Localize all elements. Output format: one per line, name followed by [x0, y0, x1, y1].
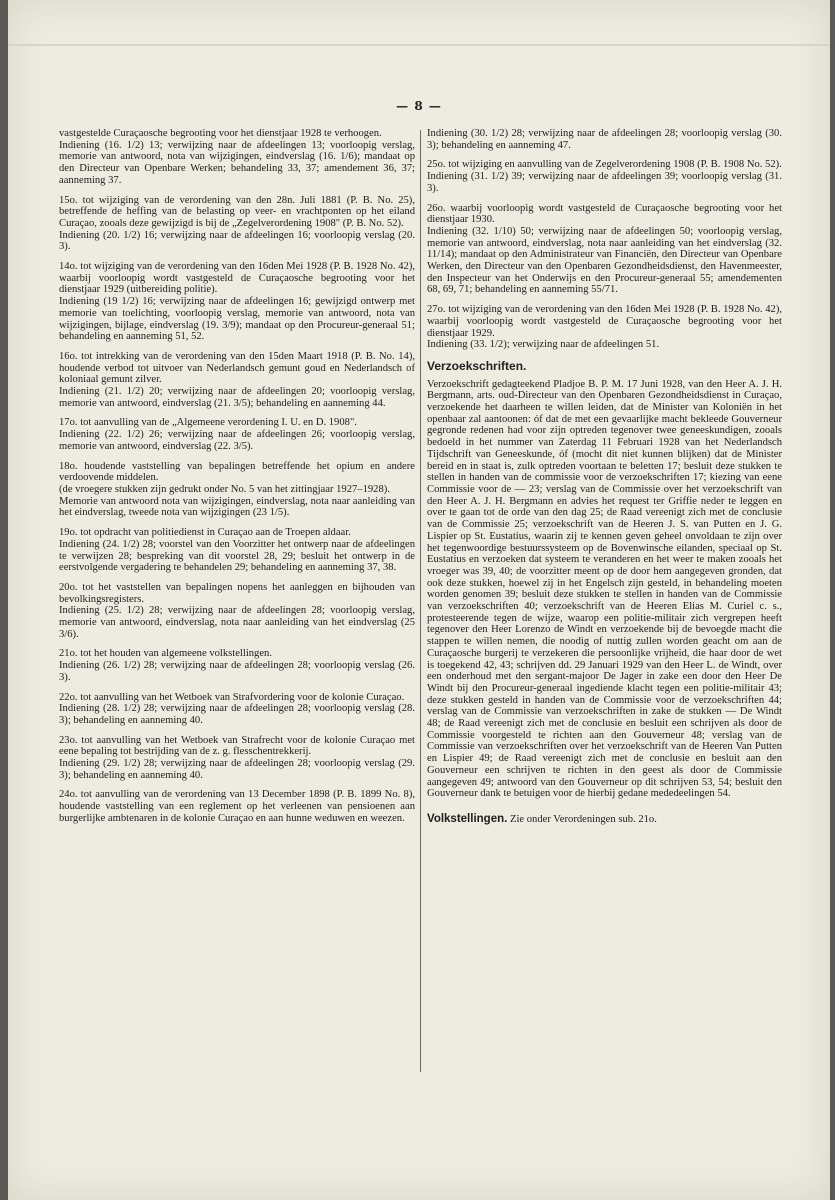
entry-paragraph: 25o. tot wijziging en aanvulling van de Zegelverordening 1908 (P. B. 1908 No. 52).: [427, 159, 782, 171]
entry-paragraph: Indiening (19 1/2) 16; verwijzing naar de afdeelingen 16; gewijzigd ontwerp met memorie van toelichting, voorloopig verslag, memorie van antwoord, nota van wijzigingen, bijlage, eindverslag (19. 3/9); mandaat op den Procureur-generaal 51; behandeling en aanneming 51, 52.: [59, 296, 415, 343]
volkstellingen-text: Zie onder Verordeningen sub. 21o.: [509, 813, 657, 825]
right-column: [427, 128, 782, 826]
entry-paragraph: 27o. tot wijziging van de verordening van den 16den Mei 1928 (P. B. 1928 No. 42), waarbij voorloopig wordt vastgesteld de Curaçaosche begrooting voor het dienstjaar 1929.: [427, 304, 782, 339]
entry-paragraph: Indiening (31. 1/2) 39; verwijzing naar de afdeelingen 39; voorloopig verslag (31. 3).: [427, 171, 782, 194]
page-number: — 8 —: [396, 99, 442, 113]
section-heading-verzoekschriften: Verzoekschriften.: [427, 358, 527, 373]
entry-paragraph: 24o. tot aanvulling van de verordening van 13 December 1898 (P. B. 1899 No. 8), houdende vaststelling van een reglement op het verleenen van pensioenen aan burgerlijke ambtenaren in de kolonie Curaçao en aan hunne weduwen en weezen.: [59, 789, 415, 824]
entry-paragraph: Indiening (22. 1/2) 26; verwijzing naar de afdeelingen 26; voorloopig verslag, memorie van antwoord, eindverslag (22. 3/5).: [59, 429, 415, 452]
volkstellingen-heading: Volkstellingen.: [427, 812, 508, 825]
document-page: [8, 0, 830, 1200]
column-divider: [420, 130, 421, 1072]
entry-paragraph: Indiening (26. 1/2) 28; verwijzing naar de afdeelingen 28; voorloopig verslag (26. 3).: [59, 660, 415, 683]
right-column-entries: [427, 128, 782, 351]
entry-paragraph: 20o. tot het vaststellen van bepalingen nopens het aanleggen en bijhouden van bevolkingsregisters.: [59, 581, 415, 605]
entry-paragraph: Indiening (33. 1/2); verwijzing naar de afdeelingen 51.: [427, 339, 660, 351]
page-fold-line: [8, 44, 830, 46]
left-column: [59, 128, 415, 825]
entry-paragraph: 18o. houdende vaststelling van bepalingen betreffende het opium en andere verdoovende middelen.: [59, 460, 415, 484]
entry-paragraph: Indiening (21. 1/2) 20; verwijzing naar de afdeelingen 20; voorloopig verslag, memorie van antwoord, eindverslag (21. 3/5); behandeling en aanneming 44.: [59, 386, 415, 409]
petition-paragraph: Verzoekschrift gedagteekend Pladjoe B. P. M. 17 Juni 1928, van den Heer A. J. H. Bergmann, arts. oud-Directeur van den Openbaren Gezondheidsdienst in Curaçao, verzoekende het daarheen te willen leiden, dat de Minister van Koloniën in het openbaar zal aantoonen: óf dat de met een gevaarlijke macht bekleede Gouverneur gegronde redenen had voor zijn optreden tegenover twee geneeskundigen, zooals bedoeld in het nummer van Zaterdag 11 Februari 1928 van het Nederlandsch Tijdschrift van Geneeskunde, óf (mocht dit niet kunnen blijken) dat de Minister bereid en in staat is, zulk optreden voortaan te beletten 17; besluit deze stukken te stellen in handen van de commissie voor de verzoekschriften 17; kiezing van eene Commissie voor de — 23; verslag van de Commissie over het verzoekschrift van den Heer A. J. H. Bergmann en advies het request ter Griffie neder te leggen en over te gaan tot de orde van den dag 25; de Raad vereenigt zich met de conclusie van de Commissie 25; verzoekschrift van de Heeren J. S. van Putten en J. G. Lispier op St. Eustatius, waarin zij te kennen geven geheel onvoldaan te zijn over het tegenwoordige bestuurssysteem op de Bovenwinsche eilanden, speciaal op St. Eustatius en verzoeken dat systeem te veranderen en het weer te maken zooals het vroeger was 39, 40; de voorzitter meent op de door hem aangegeven gronden, dat ook deze stukken, hoewel zij in het Engelsch zijn gesteld, in behandeling moeten worden genomen 39; besluit deze stukken te stellen in handen van de Commissie van verzoekschriften 40; verzoekschrift van de Heeren Elias M. Curiel c. s., protesteerende tegen de wijze, waarop een politie-militair zich vergrepen heeft tegenover den Heer Lorenzo de Windt en verzoekende bij de bevoegde macht die stappen te willen nemen, die noodig of nuttig zullen worden geacht om aan de Curaçaosche burgerij te verzekeren die persoonlijke vrijheid, die haar door de wet is toegekend 42, 43; schrijven dd. 29 Januari 1929 van den Heer L. de Windt, over een onderhoud met den sergant-majoor De Jager in zake een door den Heer De Windt bij den Procureur-generaal ingediende klacht tegen een politie-militair 43; deze stukken gesteld in handen van de Commissie voor de verzoekschriften 44; verslag van de Commissie van verzoekschriften in zake de stukken — De Windt 48; de Raad vereenigt zich met de conclusie en besluit een schrijven als door de Commissie voorgesteld te richten aan den Gouverneur 48; verslag van de Commissie van verzoekschriften over het verzoekschrift van de Heeren Van Putten en Lispier 49; de Raad vereenigt zich met de conclusie en besluit aan den Gouverneur een schrijven te richten in den geest als door de Commissie aangegeven 49; antwoord van den Gouverneur op dit schrijven 53, 54; besluit den Gouverneur dank te betuigen voor de hierbij gedane mededeelingen 54.: [427, 378, 782, 800]
entry-paragraph: 26o. waarbij voorloopig wordt vastgesteld de Curaçaosche begrooting voor het dienstjaar 1930.: [427, 202, 782, 226]
entry-paragraph: 23o. tot aanvulling van het Wetboek van Strafrecht voor de kolonie Curaçao met eene bepaling tot bestrijding van de z. g. flesschentrekkerij.: [59, 734, 415, 758]
entry-paragraph: Indiening (30. 1/2) 28; verwijzing naar de afdeelingen 28; voorloopig verslag (30. 3); behandeling en aanneming 47.: [427, 128, 782, 151]
entry-paragraph: Indiening (25. 1/2) 28; verwijzing naar de afdeelingen 28; voorloopig verslag, memorie van antwoord, eindverslag, nota naar aanleiding van het eindverslag (25 3/6).: [59, 605, 415, 640]
entry-paragraph: 15o. tot wijziging van de verordening van den 28n. Juli 1881 (P. B. No. 25), betreffende de heffing van de belasting op veer- en vrachtponten op het eiland Curaçao, zooals deze gewijzigd is bij de „Zegelverordening 1908" (P. B. No. 52).: [59, 194, 415, 229]
entry-paragraph: 14o. tot wijziging van de verordening van den 16den Mei 1928 (P. B. 1928 No. 42), waarbij voorloopig wordt vastgesteld de Curaçaosche begrooting voor het dienstjaar 1929 (uitbereiding politie).: [59, 261, 415, 296]
entry-paragraph: Memorie van antwoord nota van wijzigingen, eindverslag, nota naar aanleiding van het eindverslag, tweede nota van wijzigingen (23 1/5).: [59, 495, 415, 519]
entry-paragraph: 19o. tot opdracht van politiedienst in Curaçao aan de Troepen aldaar.: [59, 527, 351, 539]
entry-paragraph: vastgestelde Curaçaosche begrooting voor het dienstjaar 1928 te verhoogen.: [59, 128, 382, 139]
entry-paragraph: 22o. tot aanvulling van het Wetboek van Strafvordering voor de kolonie Curaçao.: [59, 691, 405, 703]
entry-paragraph: Indiening (16. 1/2) 13; verwijzing naar de afdeelingen 13; voorloopig verslag, memorie van antwoord, nota van wijzigingen, eindverslag (16. 1/6); mandaat op den Directeur van Openbare Werken; behandeling 33, 37; amendement 36, 37; aanneming 37.: [59, 139, 415, 186]
entry-paragraph: Indiening (24. 1/2) 28; voorstel van den Voorzitter het ontwerp naar de afdeelingen te verwijzen 28; bespreking van dit voorstel 28, 29; besluit het ontwerp in de eerstvolgende vergadering te behandelen 29; behandeling en aanneming 37, 38.: [59, 538, 415, 574]
volkstellingen-entry: [427, 814, 782, 826]
entry-paragraph: 17o. tot aanvulling van de „Algemeene verordening I. U. en D. 1908".: [59, 417, 357, 429]
entry-paragraph: (de vroegere stukken zijn gedrukt onder No. 5 van het zittingjaar 1927–1928).: [59, 483, 390, 495]
entry-paragraph: Indiening (28. 1/2) 28; verwijzing naar de afdeelingen 28; voorloopig verslag (28. 3); behandeling en aanneming 40.: [59, 703, 415, 726]
entry-paragraph: Indiening (20. 1/2) 16; verwijzing naar de afdeelingen 16; voorloopig verslag (20. 3).: [59, 229, 415, 253]
entry-paragraph: 16o. tot intrekking van de verordening van den 15den Maart 1918 (P. B. No. 14), houdende verbod tot uitvoer van Nederlandsch gemunt goud en Nederlandsch of koloniaal gemunt zilver.: [59, 350, 415, 386]
entry-paragraph: Indiening (32. 1/10) 50; verwijzing naar de afdeelingen 50; voorloopig verslag, memorie van antwoord, eindverslag, nota naar aanleiding van het eindverslag (32. 11/14); mandaat op den Administrateur van Financiën, den Directeur van Openbare Werken, den Directeur van den Openbaren Gezondheidsdienst, den Havenmeester, den Inspecteur van het Onderwijs en den Procureur-generaal 55; amendementen 68, 69, 71; behandeling en aanneming 55/71.: [427, 225, 782, 296]
entry-paragraph: 21o. tot het houden van algemeene volkstellingen.: [59, 648, 272, 660]
entry-paragraph: Indiening (29. 1/2) 28; verwijzing naar de afdeelingen 28; voorloopig verslag (29. 3); behandeling en aanneming 40.: [59, 758, 415, 781]
